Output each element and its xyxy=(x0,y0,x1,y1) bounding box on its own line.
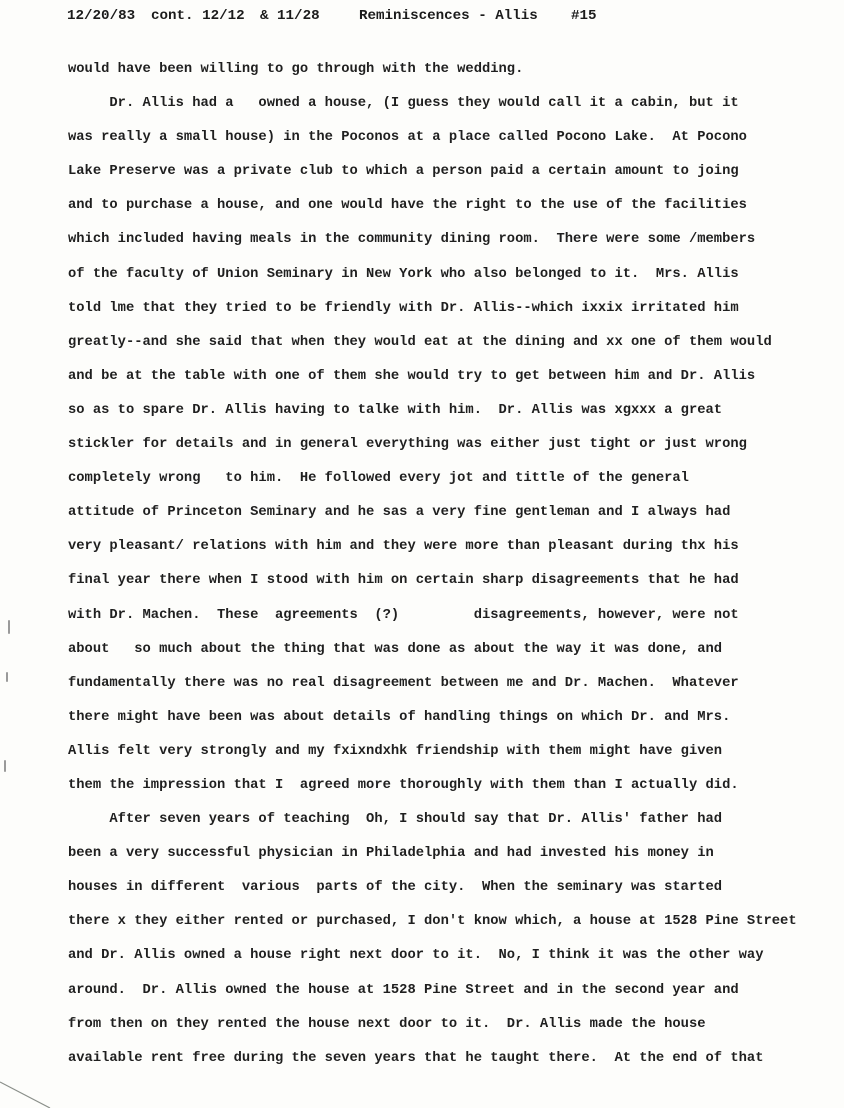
text-line: been a very successful physician in Philadelphia and had invested his money in xyxy=(68,846,714,862)
scan-speck xyxy=(4,760,6,772)
header-date: 12/20/83 xyxy=(67,8,136,24)
text-line: and Dr. Allis owned a house right next door to it. No, I think it was the other way xyxy=(68,948,764,964)
text-line: and be at the table with one of them she would try to get between him and Dr. Allis xyxy=(68,368,756,384)
text-line: and to purchase a house, and one would have the right to the use of the facilities xyxy=(68,198,747,214)
text-line: so as to spare Dr. Allis having to talke with him. Dr. Allis was xgxxx a great xyxy=(68,402,723,418)
page-header xyxy=(67,8,787,30)
header-page-number: #15 xyxy=(571,8,597,24)
text-line: would have been willing to go through with the wedding. xyxy=(68,62,524,77)
scan-speck xyxy=(8,620,10,634)
text-line: final year there when I stood with him on certain sharp disagreements that he had xyxy=(68,573,739,589)
header-title: Reminiscences - Allis xyxy=(359,8,538,24)
text-line: there x they either rented or purchased, I don't know which, a house at 1528 Pine Street xyxy=(68,914,797,930)
text-line: completely wrong to him. He followed every jot and tittle of the general xyxy=(68,471,689,487)
text-line: available rent free during the seven years that he taught there. At the end of that xyxy=(68,1050,764,1066)
text-line: around. Dr. Allis owned the house at 1528 Pine Street and in the second year and xyxy=(68,982,739,998)
text-line: stickler for details and in general everything was either just tight or just wrong xyxy=(68,437,747,453)
text-line: there might have been was about details of handling things on which Dr. and Mrs. xyxy=(68,709,731,725)
text-line: was really a small house) in the Poconos at a place called Pocono Lake. At Pocono xyxy=(68,130,747,146)
text-line: of the faculty of Union Seminary in New York who also belonged to it. Mrs. Allis xyxy=(68,266,739,282)
header-continuation: cont. 12/12 xyxy=(151,8,245,24)
text-line: about so much about the thing that was done as about the way it was done, and xyxy=(68,641,723,657)
text-line: told lme that they tried to be friendly with Dr. Allis--which ixxix irritated him xyxy=(68,300,739,316)
text-line: which included having meals in the community dining room. There were some /members xyxy=(68,232,756,248)
text-line: them the impression that I agreed more thoroughly with them than I actually did. xyxy=(68,777,739,793)
text-line: from then on they rented the house next door to it. Dr. Allis made the house xyxy=(68,1016,706,1032)
text-line: Lake Preserve was a private club to which a person paid a certain amount to joing xyxy=(68,164,739,180)
header-continuation-date: & 11/28 xyxy=(260,8,320,24)
text-line: After seven years of teaching Oh, I should say that Dr. Allis' father had xyxy=(68,812,723,828)
scan-speck xyxy=(6,672,8,682)
text-line: greatly--and she said that when they would eat at the dining and xx one of them would xyxy=(68,334,772,350)
text-line: with Dr. Machen. These agreements (?) disagreements, however, were not xyxy=(68,607,739,623)
text-line: Allis felt very strongly and my fxixndxhk friendship with them might have given xyxy=(68,743,723,759)
text-line: attitude of Princeton Seminary and he sas a very fine gentleman and I always had xyxy=(68,505,731,521)
page-corner-fold xyxy=(0,1078,60,1108)
text-line: fundamentally there was no real disagreement between me and Dr. Machen. Whatever xyxy=(68,675,739,691)
text-line: Dr. Allis had a owned a house, (I guess they would call it a cabin, but it xyxy=(68,96,739,112)
text-line: houses in different various parts of the city. When the seminary was started xyxy=(68,880,723,896)
manuscript-body xyxy=(68,59,813,1082)
text-line: very pleasant/ relations with him and they were more than pleasant during thx his xyxy=(68,539,739,555)
